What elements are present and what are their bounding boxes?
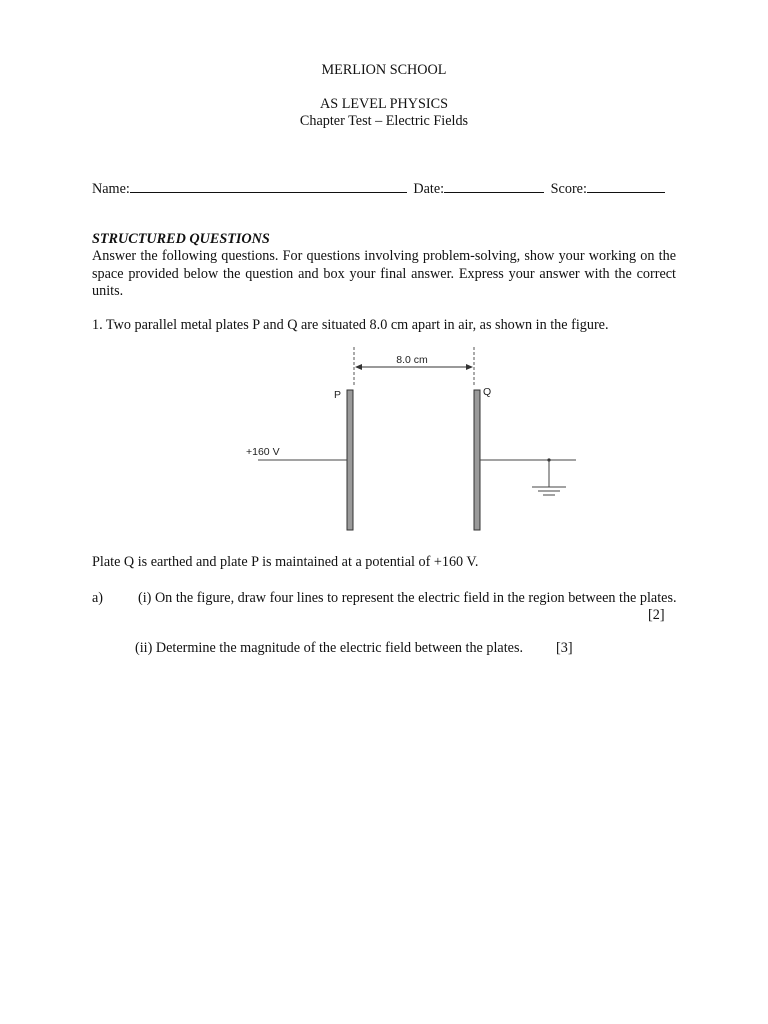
earth-icon [532, 458, 566, 495]
question-1-context: Plate Q is earthed and plate P is maintained at a potential of +160 V. [92, 554, 479, 570]
question-1-stem: 1. Two parallel metal plates P and Q are situated 8.0 cm apart in air, as shown in the figure. [92, 317, 609, 333]
plate-q [474, 390, 480, 530]
part-a-ii-text: (ii) Determine the magnitude of the electric field between the plates. [135, 640, 524, 656]
plate-p [347, 390, 353, 530]
separation-label: 8.0 cm [396, 354, 428, 366]
name-blank[interactable] [130, 179, 407, 193]
test-title: Chapter Test – Electric Fields [299, 113, 469, 129]
student-info-line [92, 179, 665, 199]
school-name: MERLION SCHOOL [321, 62, 447, 78]
score-blank[interactable] [587, 179, 665, 193]
section-instructions: Answer the following questions. For questions involving problem-solving, show your working on the space provided below the question and box your final answer. Express your answer with the correct units. [92, 248, 676, 299]
course-title: AS LEVEL PHYSICS [320, 96, 448, 112]
part-a-ii-marks: [3] [556, 640, 573, 656]
voltage-label: +160 V [246, 446, 280, 458]
name-label: Name: [92, 181, 130, 197]
part-a-i-text: (i) On the figure, draw four lines to represent the electric field in the region between the plates. [138, 590, 677, 606]
part-a-i-marks: [2] [648, 607, 665, 623]
date-label: Date: [413, 181, 445, 197]
date-blank[interactable] [444, 179, 544, 193]
plate-q-label: Q [483, 386, 492, 398]
score-label: Score: [550, 181, 587, 197]
plate-p-label: P [334, 389, 342, 401]
section-heading: STRUCTURED QUESTIONS [92, 231, 270, 247]
part-a-label: a) [92, 590, 104, 606]
parallel-plates-figure [230, 345, 590, 535]
